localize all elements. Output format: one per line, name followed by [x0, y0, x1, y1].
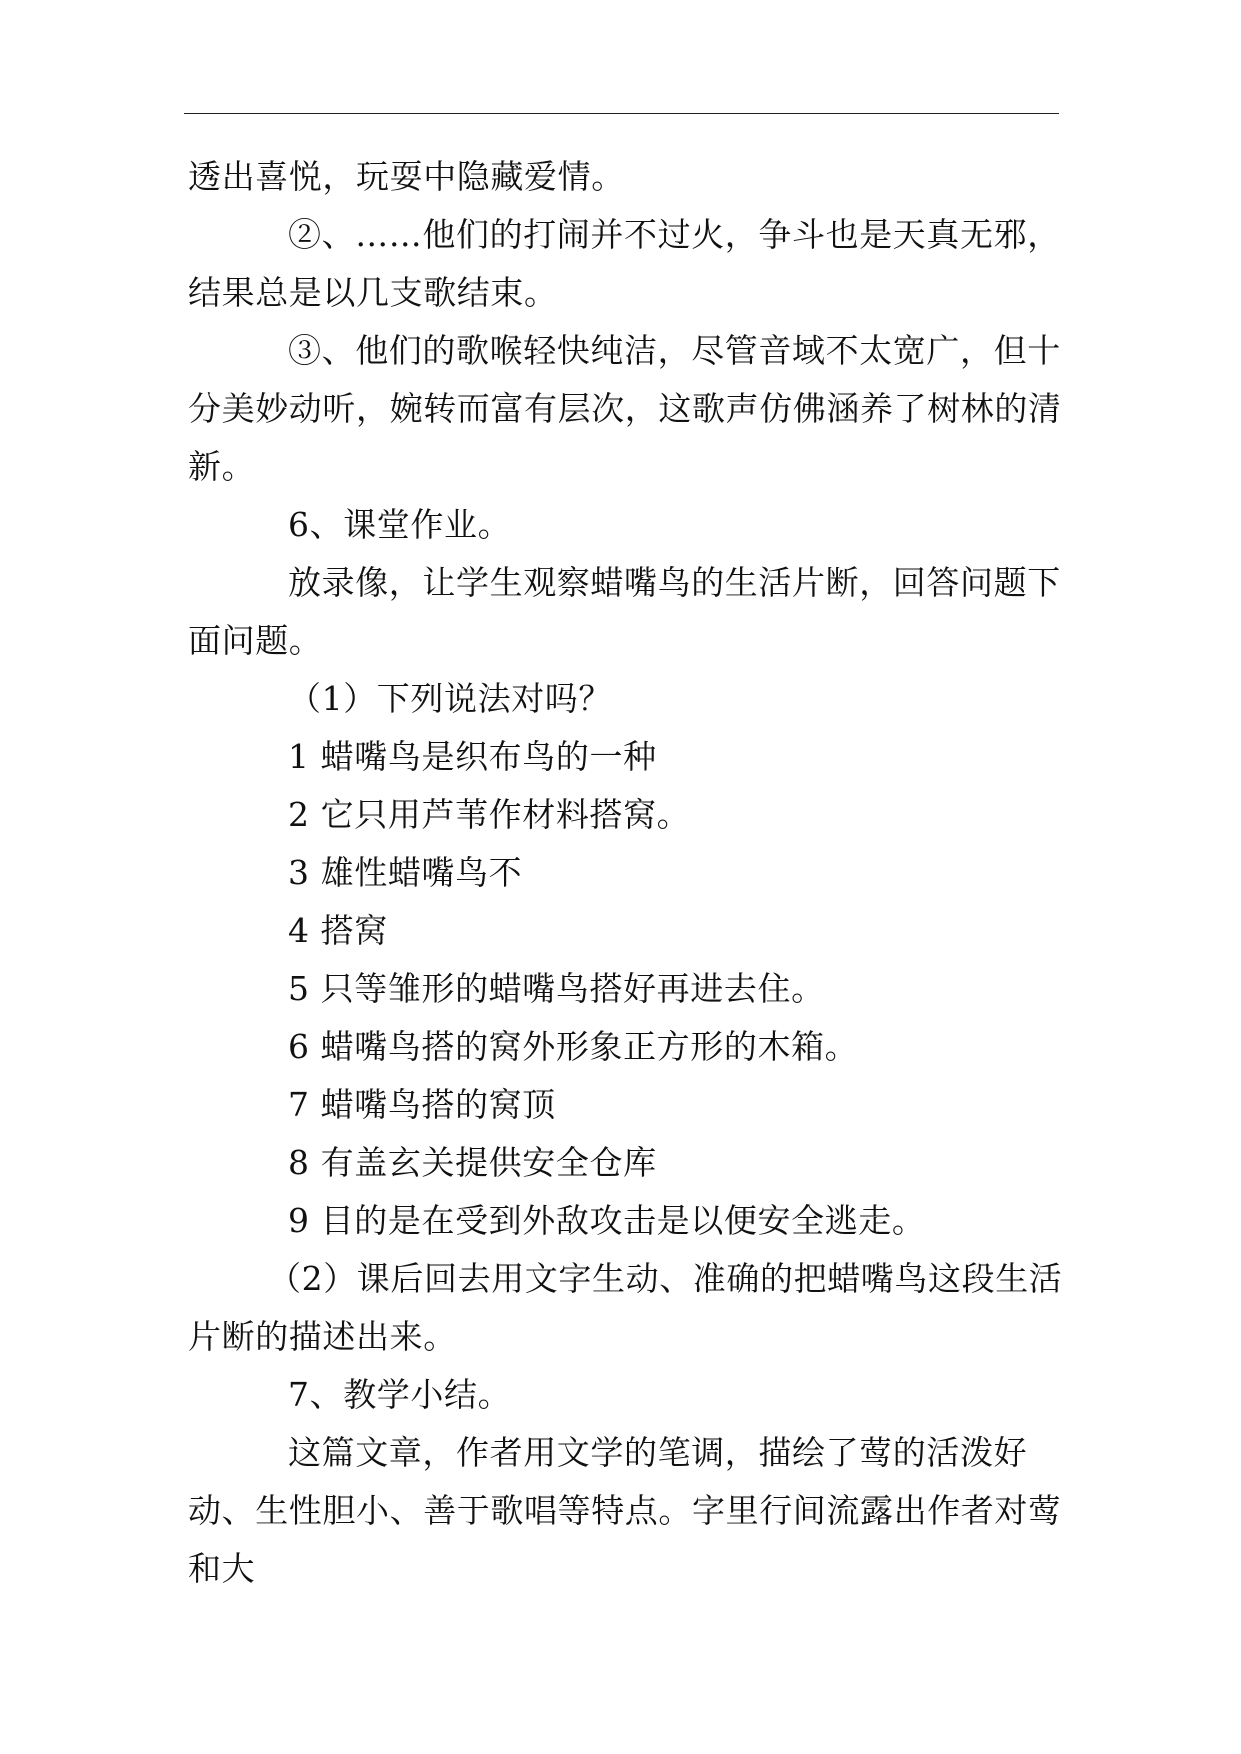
list-item: 4 搭窝	[288, 911, 388, 950]
paragraph: 透出喜悦，玩耍中隐藏爱情。	[188, 157, 625, 196]
section-heading: 6、课堂作业。	[288, 505, 512, 544]
list-item: 6 蜡嘴鸟搭的窝外形象正方形的木箱。	[288, 1027, 859, 1066]
list-item: 9 目的是在受到外敌攻击是以便安全逃走。	[288, 1201, 926, 1240]
list-item: 8 有盖玄关提供安全仓库	[288, 1143, 657, 1182]
paragraph: 这篇文章，作者用文学的笔调，描绘了莺的活泼好动、生性胆小、善于歌唱等特点。字里行间流露出作者对莺和大	[188, 1433, 1062, 1588]
document-body	[188, 148, 1068, 1598]
list-item: 7 蜡嘴鸟搭的窝顶	[288, 1085, 556, 1124]
paragraph: ③、他们的歌喉轻快纯洁，尽管音域不太宽广，但十分美妙动听，婉转而富有层次，这歌声仿佛涵养了树林的清新。	[188, 331, 1062, 486]
list-item: 1 蜡嘴鸟是织布鸟的一种	[288, 737, 657, 776]
header-rule	[184, 113, 1059, 114]
list-item: 5 只等雏形的蜡嘴鸟搭好再进去住。	[288, 969, 825, 1008]
paragraph: ②、……他们的打闹并不过火，争斗也是天真无邪，结果总是以几支歌结束。	[188, 215, 1061, 312]
section-heading: 7、教学小结。	[288, 1375, 512, 1414]
list-item: 2 它只用芦苇作材料搭窝。	[288, 795, 691, 834]
paragraph: 放录像，让学生观察蜡嘴鸟的生活片断，回答问题下面问题。	[188, 563, 1061, 660]
question-heading: （1）下列说法对吗？	[288, 679, 612, 718]
list-item: 3 雄性蜡嘴鸟不	[288, 853, 523, 892]
question-heading: （2）课后回去用文字生动、准确的把蜡嘴鸟这段生活片断的描述出来。	[188, 1259, 1063, 1356]
